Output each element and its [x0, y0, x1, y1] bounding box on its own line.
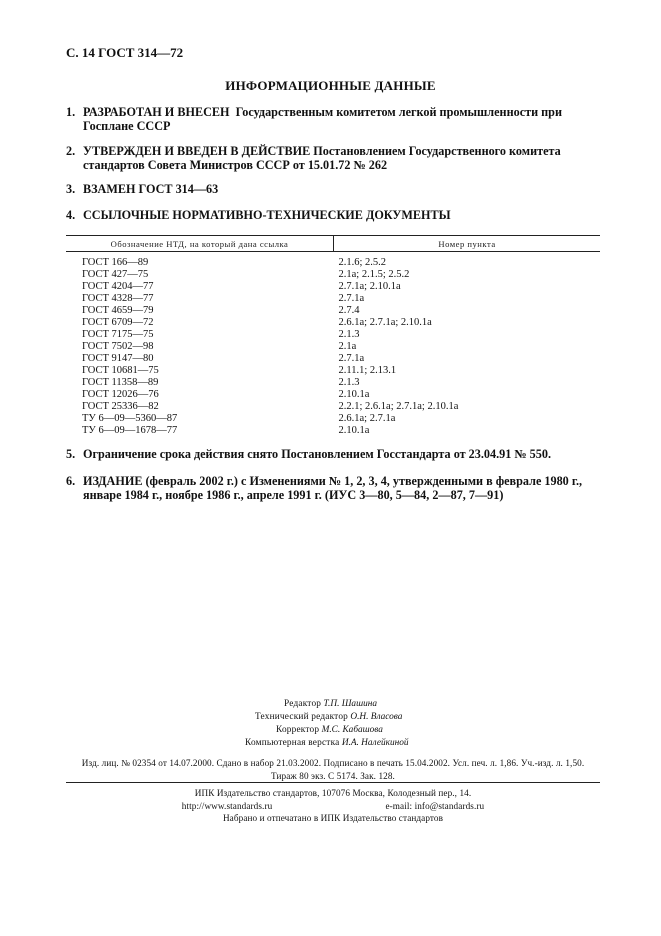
item-text: Постановлением Государственного комитета стандартов Совета Министров СССР от 15.01.72 № 262	[83, 144, 561, 172]
clause-cell: 2.1а; 2.1.5; 2.5.2	[338, 269, 410, 280]
clause-cell: 2.1а	[338, 341, 357, 352]
info-item-4	[66, 208, 606, 222]
table-row	[66, 413, 600, 425]
clause-cell: 2.6.1а; 2.7.1а	[338, 413, 396, 424]
table-row	[66, 293, 600, 305]
table-row	[66, 389, 600, 401]
credit-line	[0, 711, 661, 724]
table-row	[66, 252, 600, 270]
item-lead: ССЫЛОЧНЫЕ НОРМАТИВНО-ТЕХНИЧЕСКИЕ ДОКУМЕНТЫ	[83, 208, 451, 222]
printing-note: Набрано и отпечатано в ИПК Издательство стандартов	[222, 813, 444, 823]
credit-role: Технический редактор	[255, 712, 349, 722]
credit-role: Компьютерная верстка	[245, 738, 340, 748]
column-header-clause: Номер пункта	[334, 236, 601, 252]
document-cell: ГОСТ 4328—77	[82, 293, 154, 304]
credit-line	[0, 724, 661, 737]
table-row	[66, 377, 600, 389]
clause-cell: 2.11.1; 2.13.1	[338, 365, 397, 376]
clause-cell: 2.1.3	[338, 329, 360, 340]
credits-block	[0, 698, 661, 750]
email-address: e-mail: info@standards.ru	[385, 800, 485, 811]
credit-name: М.С. Кабашова	[321, 725, 383, 735]
reference-table	[66, 235, 600, 437]
table-row	[66, 281, 600, 293]
clause-cell: 2.7.4	[338, 305, 360, 316]
clause-cell: 2.1.3	[338, 377, 360, 388]
item-number: 5.	[66, 447, 76, 461]
document-cell: ГОСТ 11358—89	[82, 377, 159, 388]
section-title: ИНФОРМАЦИОННЫЕ ДАННЫЕ	[225, 78, 436, 93]
document-cell: ГОСТ 9147—80	[82, 353, 154, 364]
column-header-document: Обозначение НТД, на который дана ссылка	[66, 236, 334, 252]
publication-line: Тираж 80 экз. С 5174. Зак. 128.	[271, 771, 395, 781]
table-row	[66, 365, 600, 377]
document-cell: ГОСТ 10681—75	[82, 365, 159, 376]
clause-cell: 2.6.1а; 2.7.1а; 2.10.1а	[338, 317, 432, 328]
item-number: 2.	[66, 144, 76, 158]
item-text: Ограничение срока действия снято Постановлением Госстандарта от 23.04.91 № 550.	[83, 447, 551, 461]
info-item-5	[66, 447, 606, 461]
item-lead: ИЗДАНИЕ	[83, 474, 143, 488]
item-number: 3.	[66, 182, 76, 196]
credit-line	[0, 698, 661, 711]
credit-name: О.Н. Власова	[350, 712, 403, 722]
document-cell: ГОСТ 12026—76	[82, 389, 159, 400]
clause-cell: 2.10.1а	[338, 389, 370, 400]
table-row	[66, 317, 600, 329]
item-text: (февраль 2002 г.) с Изменениями № 1, 2, 3, 4, утвержденными в феврале 1980 г., январе 1984 г., ноябре 1986 г., апреле 1991 г. (ИУС 3—80, 5—84, 2—87, 7—91)	[83, 474, 583, 502]
clause-cell: 2.7.1а	[338, 353, 365, 364]
info-item-6	[66, 474, 606, 502]
publication-info	[66, 757, 600, 783]
publisher-contacts	[66, 800, 600, 813]
table-header-row	[66, 236, 600, 252]
divider	[66, 782, 600, 783]
credit-name: Т.П. Шашина	[323, 699, 378, 709]
table-row	[66, 305, 600, 317]
website-link: http://www.standards.ru	[181, 800, 273, 811]
table-row	[66, 341, 600, 353]
info-item-3	[66, 182, 606, 196]
credit-name: И.А. Налейкиной	[341, 738, 409, 748]
clause-cell: 2.7.1а; 2.10.1а	[338, 281, 401, 292]
table-row	[66, 269, 600, 281]
clause-cell: 2.1.6; 2.5.2	[338, 257, 387, 268]
item-lead: УТВЕРЖДЕН И ВВЕДЕН В ДЕЙСТВИЕ	[83, 144, 311, 158]
table-row	[66, 401, 600, 413]
document-cell: ТУ 6—09—1678—77	[82, 425, 178, 436]
publication-line: Изд. лиц. № 02354 от 14.07.2000. Сдано в набор 21.03.2002. Подписано в печать 15.04.2002. Усл. печ. л. 1,86. Уч.-изд. л. 1,50.	[81, 758, 585, 768]
credit-line	[0, 737, 661, 750]
item-number: 4.	[66, 208, 76, 222]
item-lead: РАЗРАБОТАН И ВНЕСЕН	[83, 105, 230, 119]
credit-role: Корректор	[276, 725, 320, 735]
document-cell: ГОСТ 4204—77	[82, 281, 154, 292]
clause-cell: 2.10.1а	[338, 425, 370, 436]
info-item-1	[66, 105, 606, 133]
document-cell: ТУ 6—09—5360—87	[82, 413, 178, 424]
document-cell: ГОСТ 6709—72	[82, 317, 154, 328]
publisher-info	[66, 787, 600, 825]
item-number: 6.	[66, 474, 76, 488]
document-cell: ГОСТ 4659—79	[82, 305, 154, 316]
table-row	[66, 353, 600, 365]
publisher-address: ИПК Издательство стандартов, 107076 Москва, Колодезный пер., 14.	[194, 788, 472, 798]
document-cell: ГОСТ 7175—75	[82, 329, 154, 340]
info-item-2	[66, 144, 606, 172]
document-cell: ГОСТ 427—75	[82, 269, 149, 280]
table-row	[66, 425, 600, 437]
item-number: 1.	[66, 105, 76, 119]
document-cell: ГОСТ 25336—82	[82, 401, 159, 412]
document-cell: ГОСТ 7502—98	[82, 341, 154, 352]
document-cell: ГОСТ 166—89	[82, 257, 149, 268]
table-row	[66, 329, 600, 341]
clause-cell: 2.2.1; 2.6.1а; 2.7.1а; 2.10.1а	[338, 401, 459, 412]
item-text: Государственным комитетом легкой промышленности при Госплане СССР	[83, 105, 562, 133]
clause-cell: 2.7.1а	[338, 293, 365, 304]
credit-role: Редактор	[284, 699, 322, 709]
item-lead: ВЗАМЕН ГОСТ 314—63	[83, 182, 219, 196]
page-header: С. 14 ГОСТ 314—72	[66, 45, 184, 60]
